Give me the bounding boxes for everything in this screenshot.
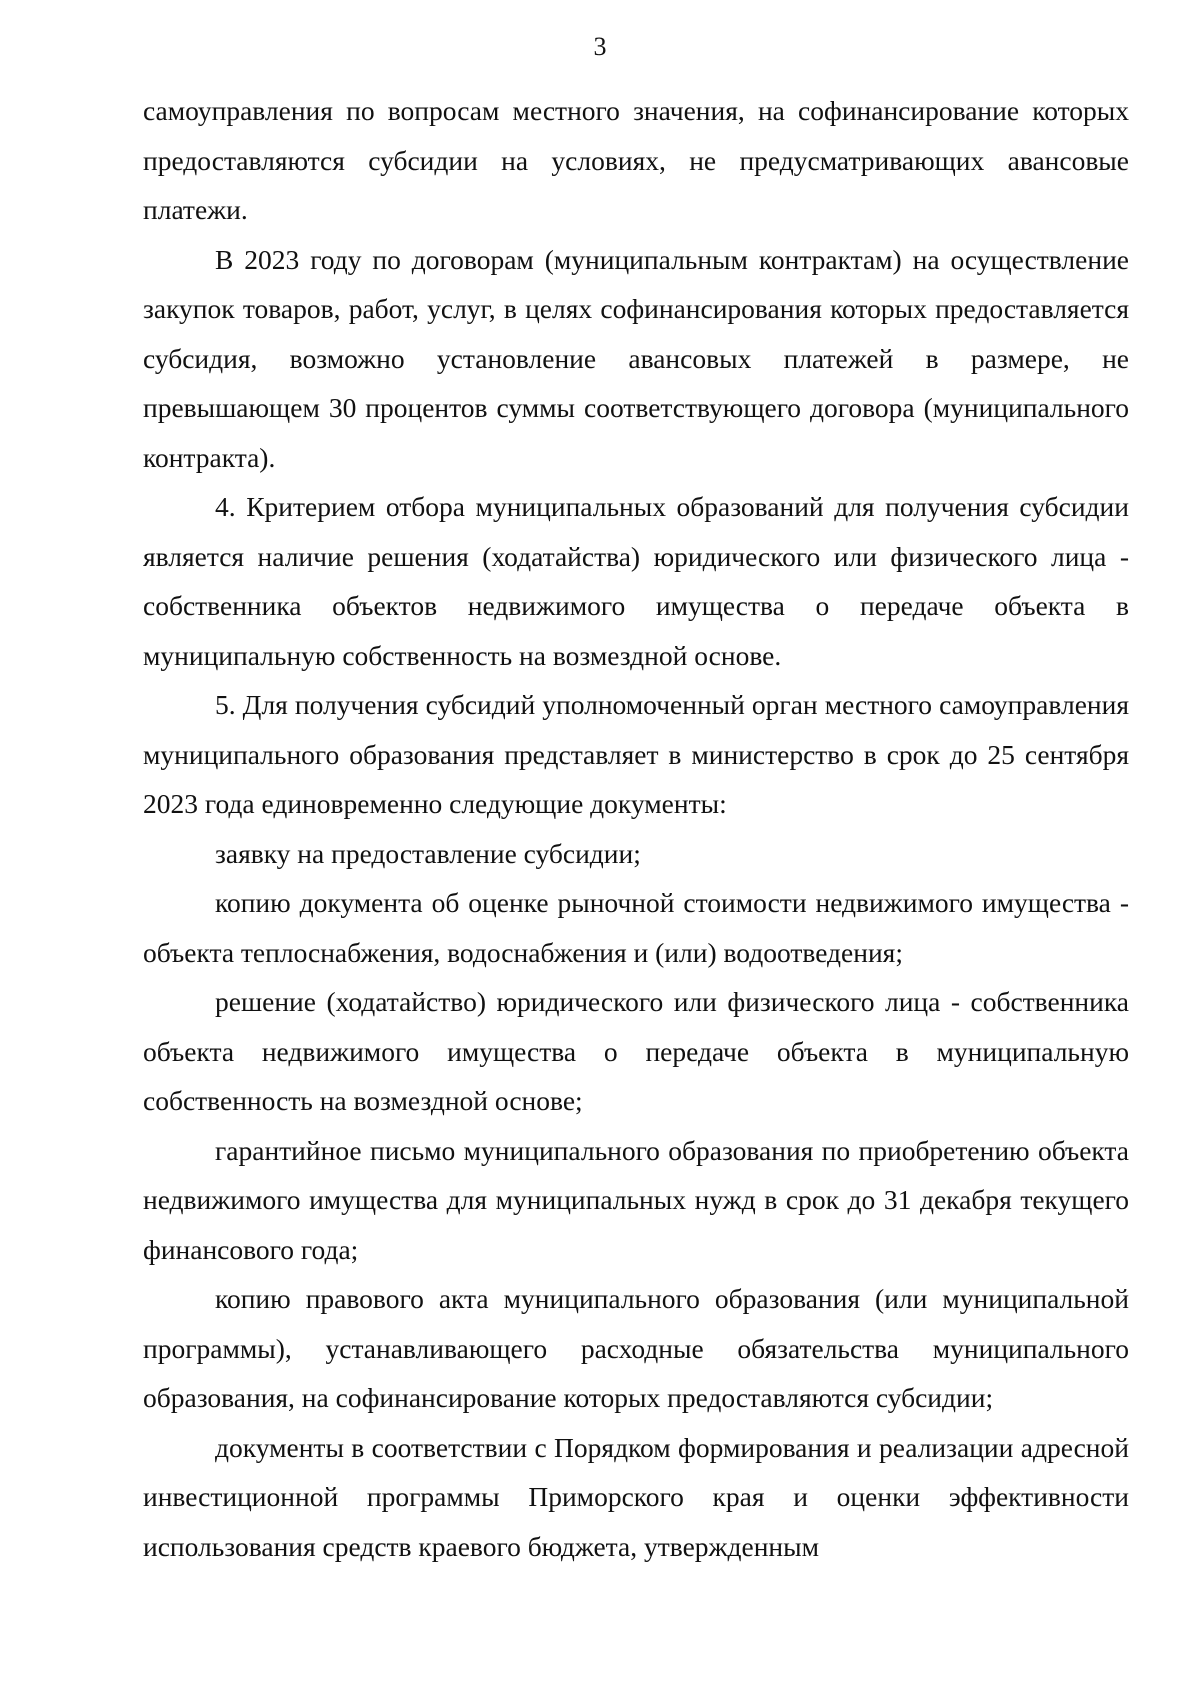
paragraph-selection-criterion: 4. Критерием отбора муниципальных образований для получения субсидии является наличие решения (ходатайства) юридического или физического лица - собственника объектов недвижимого имущества о передаче объекта в муниципальную собственность на возмездной основе. [143,491,1129,671]
list-item-owner-decision: решение (ходатайство) юридического или физического лица - собственника объекта недвижимого имущества о передаче объекта в муниципальную собственность на возмездной основе; [143,986,1129,1116]
list-item-legal-act-copy: копию правового акта муниципального образования (или муниципальной программы), устанавливающего расходные обязательства муниципального образования, на софинансирование которых предоставляются субсидии; [143,1283,1129,1413]
document-body [143,86,1129,1571]
list-item-application: заявку на предоставление субсидии; [215,837,641,869]
page-number: 3 [593,32,607,61]
list-item-investment-program-docs: документы в соответствии с Порядком формирования и реализации адресной инвестиционной программы Приморского края и оценки эффективности использования средств краевого бюджета, утвержденным [143,1431,1129,1562]
paragraph-continuation: самоуправления по вопросам местного значения, на софинансирование которых предоставляются субсидии на условиях, не предусматривающих авансовые платежи. [143,95,1129,225]
list-item-valuation-copy: копию документа об оценке рыночной стоимости недвижимого имущества - объекта теплоснабжения, водоснабжения и (или) водоотведения; [143,887,1129,968]
paragraph-advance-payments: В 2023 году по договорам (муниципальным контрактам) на осуществление закупок товаров, работ, услуг, в целях софинансирования которых предоставляется субсидия, возможно установление авансовых платежей в размере, не превышающем 30 процентов суммы соответствующего договора (муниципального контракта). [143,243,1129,473]
list-item-guarantee-letter: гарантийное письмо муниципального образования по приобретению объекта недвижимого имущества для муниципальных нужд в срок до 31 декабря текущего финансового года; [143,1134,1129,1265]
paragraph-documents-intro: 5. Для получения субсидий уполномоченный орган местного самоуправления муниципального образования представляет в министерство в срок до 25 сентября 2023 года единовременно следующие документы: [143,689,1129,819]
